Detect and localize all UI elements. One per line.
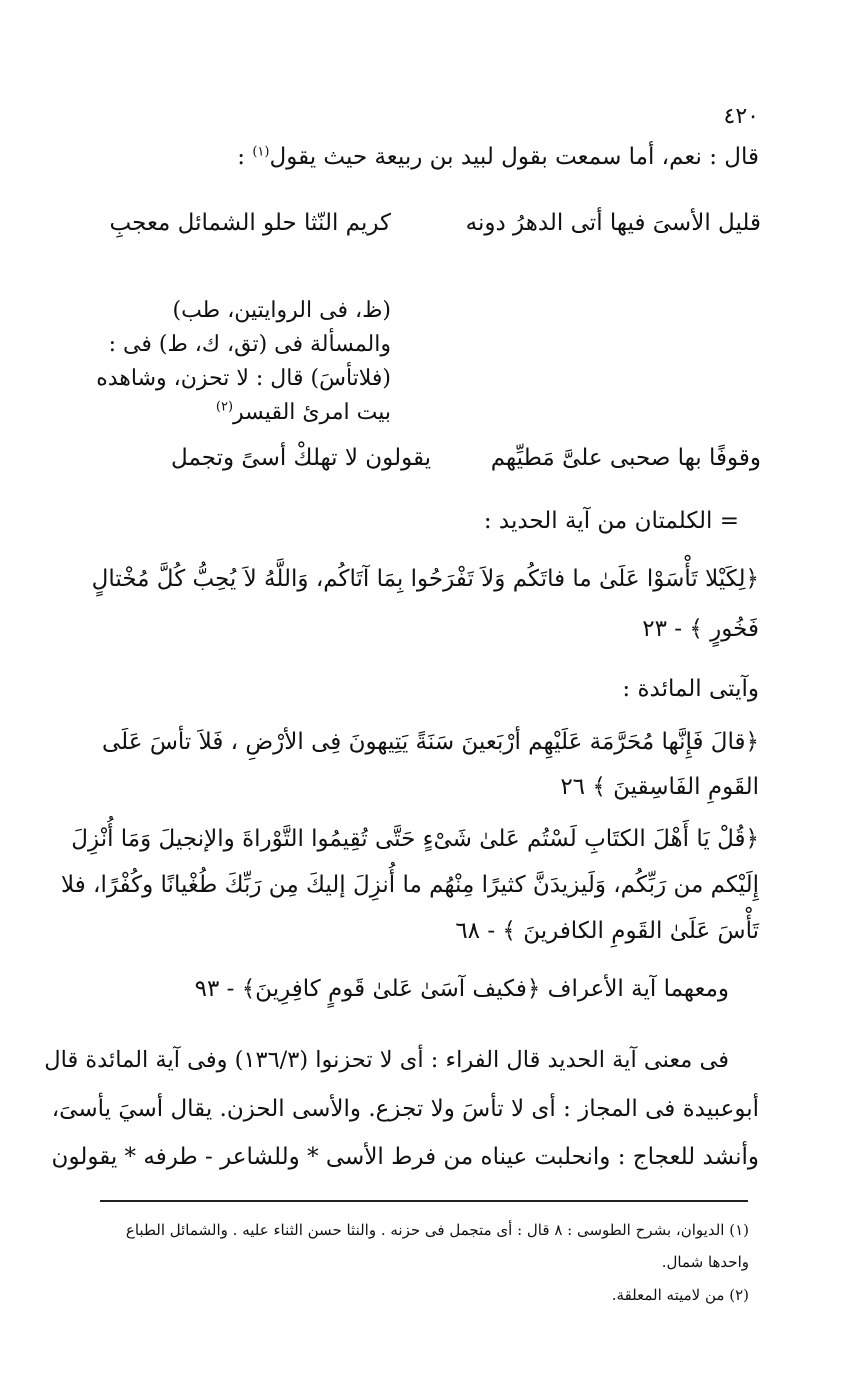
intro-line	[237, 140, 759, 175]
araf-verse: ومعهما آية الأعراف ﴿فكيف آسَىٰ عَلىٰ قَومٍ كافِرِينَ﴾ - ٩٣	[194, 976, 729, 1002]
hadid-quote-line-2: فَخُورٍ ﴾ - ٢٣	[642, 616, 759, 642]
footnote-2: (٢) من لاميته المعلقة.	[611, 1286, 749, 1304]
maida-verse2-line-2: إِلَيْكم من رَبِّكُم، وَلَيزيدَنَّ كثيرًا مِنْهُم ما أُنزِلَ إليكَ مِن رَبِّكَ طُغْيانًا وكُفْرًا، فلا	[61, 872, 759, 898]
footnote-1-line-2: واحدها شمال.	[661, 1253, 749, 1271]
intro-text: قال : نعم، أما سمعت بقول لبيد بن ربيعة حيث يقول	[269, 144, 759, 170]
variant-note-line-4-text: بيت امرئ القيسر	[233, 400, 391, 426]
intro-end: :	[237, 144, 253, 170]
variant-note	[61, 294, 391, 430]
verse2-first-hemistich: وقوفًا بها صحبى علىَّ مَطيِّهم	[490, 445, 761, 471]
verse1-second-hemistich: كريم النّثا حلو الشمائل معجبِ	[109, 210, 391, 236]
maida-verse1-line-1: ﴿قالَ فَإِنَّها مُحَرَّمَة عَلَيْهِم أرْبَعينَ سَنَةً يَتِيهونَ فِى الأرْضِ ، فَلاَ تأسَ عَلَى	[102, 729, 759, 755]
maida-verse2-line-1: ﴿قُلْ يَا أَهْلَ الكتَابِ لَسْتُم عَلىٰ شَىْءٍ حَتَّى تُقِيمُوا التَّوْراةَ والإنجيلَ وَمَا أُنْزِلَ	[71, 826, 759, 852]
verse2-second-hemistich: يقولون لا تهلكْ أسىً وتجمل	[171, 445, 431, 471]
variant-note-line-1: (ظ، فى الروايتين، طب)	[172, 298, 391, 323]
variant-note-line-3: (فلاتأسَ) قال : لا تحزن، وشاهده	[96, 366, 391, 392]
verse1-first-hemistich: قليل الأسىَ فيها أتى الدهرُ دونه	[465, 210, 761, 236]
page-number: ٤٢٠	[723, 104, 759, 129]
footnote-1-line-1: (١) الديوان، بشرح الطوسى : ٨ قال : أى متجمل فى حزنه . والنثا حسن الثناء عليه . والشمائل الطباع	[125, 1221, 749, 1239]
variant-note-line-4	[61, 396, 391, 430]
hadid-heading: = الكلمتان من آية الحديد :	[483, 508, 739, 534]
explanation-line-1: فى معنى آية الحديد قال الفراء : أى لا تحزنوا (١٣٦/٣) وفى آية المائدة قال	[44, 1047, 729, 1073]
footnote-ref-1: (١)	[252, 144, 270, 160]
explanation-line-3: وأنشد للعجاج : وانحلبت عيناه من فرط الأسى * وللشاعر - طرفه * يقولون	[51, 1144, 759, 1170]
explanation-line-2: أبوعبيدة فى المجاز : أى لا تأسَ ولا تجزع. والأسى الحزن. يقال أسيَ يأسىَ،	[51, 1096, 759, 1122]
footnote-ref-2: (٢)	[215, 399, 234, 415]
maida-verse1-line-2: القَومِ الفَاسِقينَ ﴾ ٢٦	[560, 774, 759, 800]
footnote-separator	[100, 1200, 748, 1202]
hadid-quote-line-1: ﴿لِكَيْلا تَأْسَوْا عَلَىٰ ما فاتَكُم وَلاَ تَفْرَحُوا بِمَا آتَاكُم، وَاللَّهُ لاَ يُحِبُّ كُلَّ مُخْتالٍ	[91, 566, 759, 592]
variant-note-line-2: والمسألة فى (تق، ك، ط) فى :	[108, 332, 391, 358]
maida-heading: وآيتى المائدة :	[622, 676, 759, 702]
maida-verse2-line-3: تَأْسَ عَلَىٰ القَومِ الكافرينَ ﴾ - ٦٨	[455, 918, 759, 944]
